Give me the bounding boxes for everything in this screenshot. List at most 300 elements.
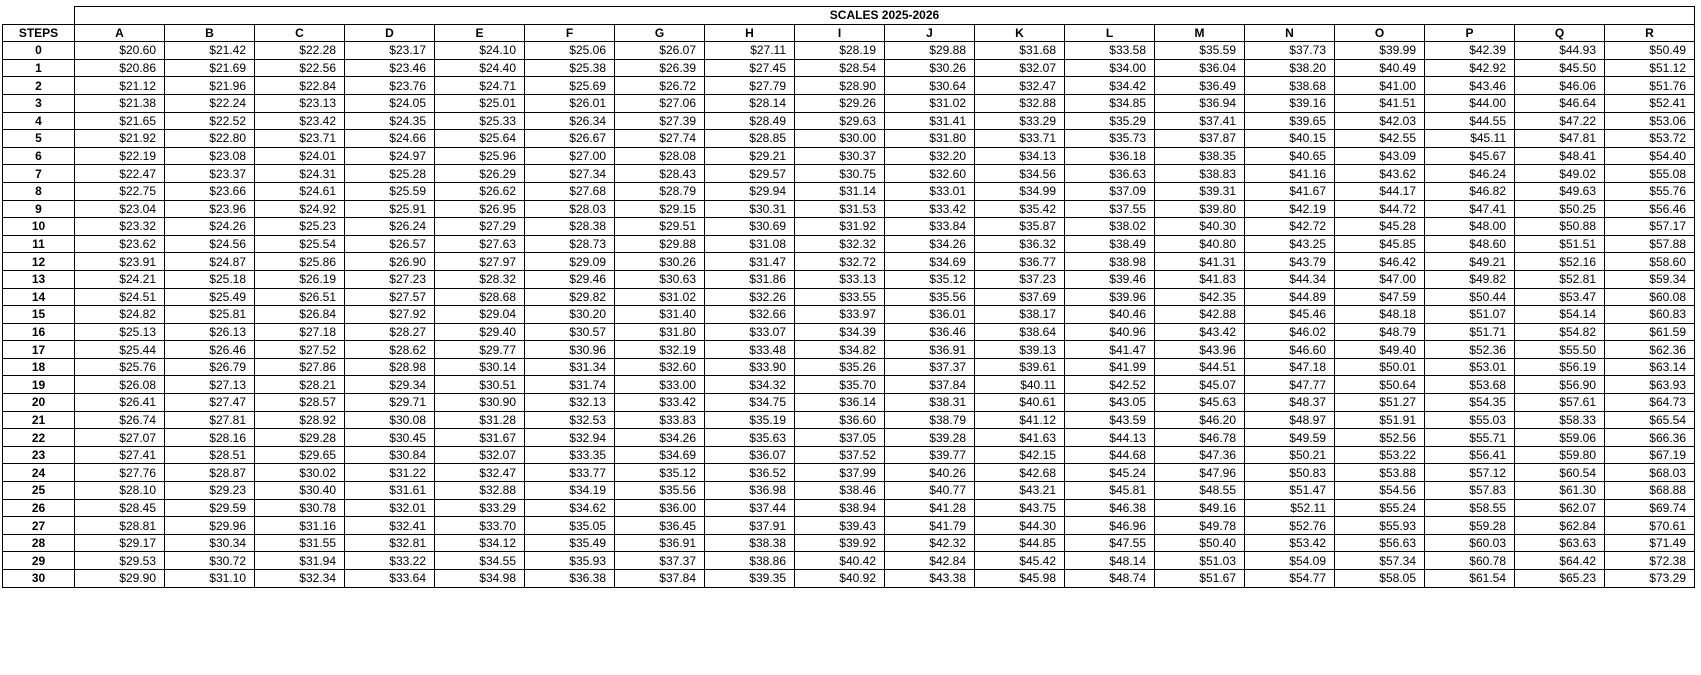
rate-cell[interactable]: $28.68 (435, 288, 525, 306)
rate-cell[interactable]: $41.16 (1245, 165, 1335, 183)
rate-cell[interactable]: $26.74 (75, 411, 165, 429)
rate-cell[interactable]: $24.71 (435, 77, 525, 95)
step-cell[interactable]: 29 (3, 552, 75, 570)
rate-cell[interactable]: $65.23 (1515, 570, 1605, 588)
rate-cell[interactable]: $32.13 (525, 394, 615, 412)
rate-cell[interactable]: $29.71 (345, 394, 435, 412)
rate-cell[interactable]: $32.47 (435, 464, 525, 482)
rate-cell[interactable]: $34.69 (615, 446, 705, 464)
rate-cell[interactable]: $23.37 (165, 165, 255, 183)
rate-cell[interactable]: $33.13 (795, 270, 885, 288)
rate-cell[interactable]: $28.87 (165, 464, 255, 482)
rate-cell[interactable]: $52.16 (1515, 253, 1605, 271)
rate-cell[interactable]: $31.28 (435, 411, 525, 429)
rate-cell[interactable]: $30.64 (885, 77, 975, 95)
rate-cell[interactable]: $42.03 (1335, 112, 1425, 130)
rate-cell[interactable]: $28.81 (75, 517, 165, 535)
rate-cell[interactable]: $29.65 (255, 446, 345, 464)
rate-cell[interactable]: $30.72 (165, 552, 255, 570)
step-cell[interactable]: 6 (3, 147, 75, 165)
rate-cell[interactable]: $43.38 (885, 570, 975, 588)
rate-cell[interactable]: $39.99 (1335, 42, 1425, 60)
rate-cell[interactable]: $62.36 (1605, 341, 1695, 359)
rate-cell[interactable]: $27.06 (615, 94, 705, 112)
rate-cell[interactable]: $44.93 (1515, 42, 1605, 60)
rate-cell[interactable]: $27.13 (165, 376, 255, 394)
rate-cell[interactable]: $56.41 (1425, 446, 1515, 464)
rate-cell[interactable]: $48.00 (1425, 218, 1515, 236)
rate-cell[interactable]: $36.98 (705, 482, 795, 500)
rate-cell[interactable]: $28.73 (525, 235, 615, 253)
rate-cell[interactable]: $36.49 (1155, 77, 1245, 95)
rate-cell[interactable]: $39.61 (975, 358, 1065, 376)
rate-cell[interactable]: $38.35 (1155, 147, 1245, 165)
rate-cell[interactable]: $26.72 (615, 77, 705, 95)
rate-cell[interactable]: $35.87 (975, 218, 1065, 236)
rate-cell[interactable]: $32.07 (975, 59, 1065, 77)
rate-cell[interactable]: $46.38 (1065, 499, 1155, 517)
rate-cell[interactable]: $38.83 (1155, 165, 1245, 183)
rate-cell[interactable]: $30.14 (435, 358, 525, 376)
column-header-g[interactable]: G (615, 24, 705, 42)
step-cell[interactable]: 9 (3, 200, 75, 218)
rate-cell[interactable]: $26.84 (255, 306, 345, 324)
rate-cell[interactable]: $34.39 (795, 323, 885, 341)
rate-cell[interactable]: $32.20 (885, 147, 975, 165)
rate-cell[interactable]: $29.17 (75, 534, 165, 552)
rate-cell[interactable]: $34.00 (1065, 59, 1155, 77)
rate-cell[interactable]: $38.49 (1065, 235, 1155, 253)
rate-cell[interactable]: $43.79 (1245, 253, 1335, 271)
rate-cell[interactable]: $26.46 (165, 341, 255, 359)
rate-cell[interactable]: $28.98 (345, 358, 435, 376)
rate-cell[interactable]: $45.85 (1335, 235, 1425, 253)
rate-cell[interactable]: $30.40 (255, 482, 345, 500)
column-header-f[interactable]: F (525, 24, 615, 42)
rate-cell[interactable]: $29.28 (255, 429, 345, 447)
rate-cell[interactable]: $36.07 (705, 446, 795, 464)
rate-cell[interactable]: $31.22 (345, 464, 435, 482)
rate-cell[interactable]: $29.88 (885, 42, 975, 60)
rate-cell[interactable]: $68.03 (1605, 464, 1695, 482)
rate-cell[interactable]: $51.76 (1605, 77, 1695, 95)
rate-cell[interactable]: $37.55 (1065, 200, 1155, 218)
rate-cell[interactable]: $24.21 (75, 270, 165, 288)
rate-cell[interactable]: $47.41 (1425, 200, 1515, 218)
rate-cell[interactable]: $49.16 (1155, 499, 1245, 517)
table-title[interactable]: SCALES 2025-2026 (75, 7, 1695, 25)
step-cell[interactable]: 30 (3, 570, 75, 588)
rate-cell[interactable]: $36.04 (1155, 59, 1245, 77)
rate-cell[interactable]: $23.76 (345, 77, 435, 95)
rate-cell[interactable]: $42.52 (1065, 376, 1155, 394)
rate-cell[interactable]: $26.08 (75, 376, 165, 394)
rate-cell[interactable]: $34.82 (795, 341, 885, 359)
rate-cell[interactable]: $33.70 (435, 517, 525, 535)
rate-cell[interactable]: $48.37 (1245, 394, 1335, 412)
rate-cell[interactable]: $25.49 (165, 288, 255, 306)
rate-cell[interactable]: $26.51 (255, 288, 345, 306)
rate-cell[interactable]: $51.67 (1155, 570, 1245, 588)
rate-cell[interactable]: $41.31 (1155, 253, 1245, 271)
rate-cell[interactable]: $28.16 (165, 429, 255, 447)
rate-cell[interactable]: $37.73 (1245, 42, 1335, 60)
rate-cell[interactable]: $34.55 (435, 552, 525, 570)
rate-cell[interactable]: $25.76 (75, 358, 165, 376)
rate-cell[interactable]: $30.26 (885, 59, 975, 77)
rate-cell[interactable]: $44.17 (1335, 182, 1425, 200)
rate-cell[interactable]: $47.00 (1335, 270, 1425, 288)
rate-cell[interactable]: $53.72 (1605, 130, 1695, 148)
rate-cell[interactable]: $47.59 (1335, 288, 1425, 306)
rate-cell[interactable]: $40.49 (1335, 59, 1425, 77)
rate-cell[interactable]: $24.66 (345, 130, 435, 148)
rate-cell[interactable]: $22.75 (75, 182, 165, 200)
rate-cell[interactable]: $31.10 (165, 570, 255, 588)
rate-cell[interactable]: $52.76 (1245, 517, 1335, 535)
rate-cell[interactable]: $31.92 (795, 218, 885, 236)
rate-cell[interactable]: $67.19 (1605, 446, 1695, 464)
rate-cell[interactable]: $21.42 (165, 42, 255, 60)
rate-cell[interactable]: $25.96 (435, 147, 525, 165)
rate-cell[interactable]: $22.19 (75, 147, 165, 165)
rate-cell[interactable]: $27.79 (705, 77, 795, 95)
rate-cell[interactable]: $53.88 (1335, 464, 1425, 482)
rate-cell[interactable]: $37.84 (615, 570, 705, 588)
rate-cell[interactable]: $34.75 (705, 394, 795, 412)
rate-cell[interactable]: $38.38 (705, 534, 795, 552)
rate-cell[interactable]: $22.80 (165, 130, 255, 148)
rate-cell[interactable]: $31.40 (615, 306, 705, 324)
rate-cell[interactable]: $24.51 (75, 288, 165, 306)
rate-cell[interactable]: $50.64 (1335, 376, 1425, 394)
rate-cell[interactable]: $29.15 (615, 200, 705, 218)
step-cell[interactable]: 15 (3, 306, 75, 324)
rate-cell[interactable]: $35.12 (615, 464, 705, 482)
rate-cell[interactable]: $55.76 (1605, 182, 1695, 200)
rate-cell[interactable]: $25.69 (525, 77, 615, 95)
rate-cell[interactable]: $30.51 (435, 376, 525, 394)
rate-cell[interactable]: $44.55 (1425, 112, 1515, 130)
rate-cell[interactable]: $31.47 (705, 253, 795, 271)
rate-cell[interactable]: $45.42 (975, 552, 1065, 570)
rate-cell[interactable]: $21.12 (75, 77, 165, 95)
rate-cell[interactable]: $42.35 (1155, 288, 1245, 306)
step-cell[interactable]: 8 (3, 182, 75, 200)
step-cell[interactable]: 27 (3, 517, 75, 535)
rate-cell[interactable]: $40.30 (1155, 218, 1245, 236)
rate-cell[interactable]: $41.63 (975, 429, 1065, 447)
rate-cell[interactable]: $36.94 (1155, 94, 1245, 112)
rate-cell[interactable]: $27.81 (165, 411, 255, 429)
rate-cell[interactable]: $28.21 (255, 376, 345, 394)
rate-cell[interactable]: $36.60 (795, 411, 885, 429)
rate-cell[interactable]: $32.66 (705, 306, 795, 324)
column-header-o[interactable]: O (1335, 24, 1425, 42)
step-cell[interactable]: 16 (3, 323, 75, 341)
rate-cell[interactable]: $32.72 (795, 253, 885, 271)
rate-cell[interactable]: $33.77 (525, 464, 615, 482)
rate-cell[interactable]: $38.46 (795, 482, 885, 500)
column-header-h[interactable]: H (705, 24, 795, 42)
column-header-d[interactable]: D (345, 24, 435, 42)
rate-cell[interactable]: $53.06 (1605, 112, 1695, 130)
rate-cell[interactable]: $57.61 (1515, 394, 1605, 412)
rate-cell[interactable]: $41.51 (1335, 94, 1425, 112)
rate-cell[interactable]: $36.91 (615, 534, 705, 552)
rate-cell[interactable]: $68.88 (1605, 482, 1695, 500)
rate-cell[interactable]: $51.71 (1425, 323, 1515, 341)
rate-cell[interactable]: $36.14 (795, 394, 885, 412)
rate-cell[interactable]: $28.10 (75, 482, 165, 500)
rate-cell[interactable]: $24.40 (435, 59, 525, 77)
rate-cell[interactable]: $37.52 (795, 446, 885, 464)
rate-cell[interactable]: $50.21 (1245, 446, 1335, 464)
rate-cell[interactable]: $22.28 (255, 42, 345, 60)
column-header-j[interactable]: J (885, 24, 975, 42)
rate-cell[interactable]: $32.41 (345, 517, 435, 535)
step-cell[interactable]: 2 (3, 77, 75, 95)
rate-cell[interactable]: $29.77 (435, 341, 525, 359)
rate-cell[interactable]: $34.13 (975, 147, 1065, 165)
rate-cell[interactable]: $24.92 (255, 200, 345, 218)
rate-cell[interactable]: $26.24 (345, 218, 435, 236)
rate-cell[interactable]: $31.41 (885, 112, 975, 130)
rate-cell[interactable]: $58.60 (1605, 253, 1695, 271)
step-cell[interactable]: 28 (3, 534, 75, 552)
rate-cell[interactable]: $33.58 (1065, 42, 1155, 60)
rate-cell[interactable]: $28.79 (615, 182, 705, 200)
rate-cell[interactable]: $72.38 (1605, 552, 1695, 570)
rate-cell[interactable]: $33.84 (885, 218, 975, 236)
rate-cell[interactable]: $53.68 (1425, 376, 1515, 394)
rate-cell[interactable]: $40.15 (1245, 130, 1335, 148)
rate-cell[interactable]: $26.67 (525, 130, 615, 148)
rate-cell[interactable]: $30.20 (525, 306, 615, 324)
rate-cell[interactable]: $29.51 (615, 218, 705, 236)
rate-cell[interactable]: $35.73 (1065, 130, 1155, 148)
rate-cell[interactable]: $34.26 (885, 235, 975, 253)
rate-cell[interactable]: $34.62 (525, 499, 615, 517)
rate-cell[interactable]: $32.60 (885, 165, 975, 183)
rate-cell[interactable]: $38.64 (975, 323, 1065, 341)
rate-cell[interactable]: $26.57 (345, 235, 435, 253)
step-cell[interactable]: 4 (3, 112, 75, 130)
rate-cell[interactable]: $57.88 (1605, 235, 1695, 253)
rate-cell[interactable]: $32.81 (345, 534, 435, 552)
rate-cell[interactable]: $36.63 (1065, 165, 1155, 183)
rate-cell[interactable]: $38.20 (1245, 59, 1335, 77)
rate-cell[interactable]: $33.71 (975, 130, 1065, 148)
rate-cell[interactable]: $27.76 (75, 464, 165, 482)
rate-cell[interactable]: $23.32 (75, 218, 165, 236)
rate-cell[interactable]: $23.08 (165, 147, 255, 165)
column-header-b[interactable]: B (165, 24, 255, 42)
rate-cell[interactable]: $69.74 (1605, 499, 1695, 517)
rate-cell[interactable]: $47.77 (1245, 376, 1335, 394)
rate-cell[interactable]: $55.71 (1425, 429, 1515, 447)
rate-cell[interactable]: $40.80 (1155, 235, 1245, 253)
step-cell[interactable]: 26 (3, 499, 75, 517)
rate-cell[interactable]: $28.38 (525, 218, 615, 236)
rate-cell[interactable]: $26.29 (435, 165, 525, 183)
rate-cell[interactable]: $50.44 (1425, 288, 1515, 306)
rate-cell[interactable]: $23.17 (345, 42, 435, 60)
rate-cell[interactable]: $54.40 (1605, 147, 1695, 165)
rate-cell[interactable]: $31.94 (255, 552, 345, 570)
rate-cell[interactable]: $43.75 (975, 499, 1065, 517)
rate-cell[interactable]: $31.80 (885, 130, 975, 148)
rate-cell[interactable]: $33.35 (525, 446, 615, 464)
rate-cell[interactable]: $28.08 (615, 147, 705, 165)
rate-cell[interactable]: $26.62 (435, 182, 525, 200)
rate-cell[interactable]: $34.56 (975, 165, 1065, 183)
rate-cell[interactable]: $38.98 (1065, 253, 1155, 271)
rate-cell[interactable]: $48.41 (1515, 147, 1605, 165)
rate-cell[interactable]: $54.82 (1515, 323, 1605, 341)
rate-cell[interactable]: $24.26 (165, 218, 255, 236)
rate-cell[interactable]: $31.02 (885, 94, 975, 112)
rate-cell[interactable]: $29.63 (795, 112, 885, 130)
rate-cell[interactable]: $36.18 (1065, 147, 1155, 165)
rate-cell[interactable]: $42.72 (1245, 218, 1335, 236)
rate-cell[interactable]: $33.64 (345, 570, 435, 588)
rate-cell[interactable]: $35.56 (885, 288, 975, 306)
rate-cell[interactable]: $25.38 (525, 59, 615, 77)
rate-cell[interactable]: $25.23 (255, 218, 345, 236)
rate-cell[interactable]: $45.46 (1245, 306, 1335, 324)
rate-cell[interactable]: $57.17 (1605, 218, 1695, 236)
rate-cell[interactable]: $28.51 (165, 446, 255, 464)
rate-cell[interactable]: $44.51 (1155, 358, 1245, 376)
rate-cell[interactable]: $34.69 (885, 253, 975, 271)
rate-cell[interactable]: $30.78 (255, 499, 345, 517)
rate-cell[interactable]: $27.23 (345, 270, 435, 288)
rate-cell[interactable]: $32.88 (435, 482, 525, 500)
rate-cell[interactable]: $66.36 (1605, 429, 1695, 447)
rate-cell[interactable]: $34.98 (435, 570, 525, 588)
rate-cell[interactable]: $41.12 (975, 411, 1065, 429)
column-header-l[interactable]: L (1065, 24, 1155, 42)
rate-cell[interactable]: $32.26 (705, 288, 795, 306)
rate-cell[interactable]: $44.89 (1245, 288, 1335, 306)
rate-cell[interactable]: $46.02 (1245, 323, 1335, 341)
rate-cell[interactable]: $28.85 (705, 130, 795, 148)
rate-cell[interactable]: $20.86 (75, 59, 165, 77)
steps-header[interactable]: STEPS (3, 24, 75, 42)
rate-cell[interactable]: $58.33 (1515, 411, 1605, 429)
rate-cell[interactable]: $28.14 (705, 94, 795, 112)
rate-cell[interactable]: $55.03 (1425, 411, 1515, 429)
rate-cell[interactable]: $57.34 (1335, 552, 1425, 570)
step-cell[interactable]: 23 (3, 446, 75, 464)
rate-cell[interactable]: $43.62 (1335, 165, 1425, 183)
rate-cell[interactable]: $47.22 (1515, 112, 1605, 130)
rate-cell[interactable]: $32.60 (615, 358, 705, 376)
rate-cell[interactable]: $51.07 (1425, 306, 1515, 324)
rate-cell[interactable]: $37.41 (1155, 112, 1245, 130)
rate-cell[interactable]: $40.46 (1065, 306, 1155, 324)
rate-cell[interactable]: $33.42 (885, 200, 975, 218)
rate-cell[interactable]: $48.60 (1425, 235, 1515, 253)
rate-cell[interactable]: $43.09 (1335, 147, 1425, 165)
rate-cell[interactable]: $31.53 (795, 200, 885, 218)
rate-cell[interactable]: $25.06 (525, 42, 615, 60)
rate-cell[interactable]: $24.10 (435, 42, 525, 60)
rate-cell[interactable]: $42.32 (885, 534, 975, 552)
rate-cell[interactable]: $23.66 (165, 182, 255, 200)
rate-cell[interactable]: $27.97 (435, 253, 525, 271)
rate-cell[interactable]: $35.49 (525, 534, 615, 552)
rate-cell[interactable]: $60.83 (1605, 306, 1695, 324)
rate-cell[interactable]: $45.81 (1065, 482, 1155, 500)
rate-cell[interactable]: $42.92 (1425, 59, 1515, 77)
step-cell[interactable]: 14 (3, 288, 75, 306)
rate-cell[interactable]: $50.83 (1245, 464, 1335, 482)
rate-cell[interactable]: $28.45 (75, 499, 165, 517)
rate-cell[interactable]: $37.84 (885, 376, 975, 394)
column-header-k[interactable]: K (975, 24, 1065, 42)
rate-cell[interactable]: $43.21 (975, 482, 1065, 500)
rate-cell[interactable]: $37.69 (975, 288, 1065, 306)
rate-cell[interactable]: $51.12 (1605, 59, 1695, 77)
rate-cell[interactable]: $29.90 (75, 570, 165, 588)
rate-cell[interactable]: $30.45 (345, 429, 435, 447)
rate-cell[interactable]: $40.11 (975, 376, 1065, 394)
column-header-c[interactable]: C (255, 24, 345, 42)
rate-cell[interactable]: $26.79 (165, 358, 255, 376)
rate-cell[interactable]: $41.79 (885, 517, 975, 535)
rate-cell[interactable]: $25.91 (345, 200, 435, 218)
rate-cell[interactable]: $29.26 (795, 94, 885, 112)
rate-cell[interactable]: $25.59 (345, 182, 435, 200)
rate-cell[interactable]: $31.55 (255, 534, 345, 552)
rate-cell[interactable]: $64.73 (1605, 394, 1695, 412)
rate-cell[interactable]: $26.13 (165, 323, 255, 341)
rate-cell[interactable]: $25.28 (345, 165, 435, 183)
rate-cell[interactable]: $37.44 (705, 499, 795, 517)
rate-cell[interactable]: $23.13 (255, 94, 345, 112)
rate-cell[interactable]: $41.47 (1065, 341, 1155, 359)
rate-cell[interactable]: $27.34 (525, 165, 615, 183)
rate-cell[interactable]: $55.93 (1335, 517, 1425, 535)
rate-cell[interactable]: $34.42 (1065, 77, 1155, 95)
rate-cell[interactable]: $39.31 (1155, 182, 1245, 200)
rate-cell[interactable]: $57.12 (1425, 464, 1515, 482)
rate-cell[interactable]: $47.36 (1155, 446, 1245, 464)
rate-cell[interactable]: $44.30 (975, 517, 1065, 535)
rate-cell[interactable]: $60.03 (1425, 534, 1515, 552)
rate-cell[interactable]: $21.65 (75, 112, 165, 130)
rate-cell[interactable]: $38.94 (795, 499, 885, 517)
rate-cell[interactable]: $24.35 (345, 112, 435, 130)
rate-cell[interactable]: $57.83 (1425, 482, 1515, 500)
rate-cell[interactable]: $38.02 (1065, 218, 1155, 236)
rate-cell[interactable]: $44.72 (1335, 200, 1425, 218)
rate-cell[interactable]: $58.05 (1335, 570, 1425, 588)
rate-cell[interactable]: $71.49 (1605, 534, 1695, 552)
rate-cell[interactable]: $46.96 (1065, 517, 1155, 535)
rate-cell[interactable]: $36.91 (885, 341, 975, 359)
step-cell[interactable]: 19 (3, 376, 75, 394)
rate-cell[interactable]: $29.46 (525, 270, 615, 288)
rate-cell[interactable]: $36.38 (525, 570, 615, 588)
step-cell[interactable]: 10 (3, 218, 75, 236)
rate-cell[interactable]: $54.14 (1515, 306, 1605, 324)
rate-cell[interactable]: $39.16 (1245, 94, 1335, 112)
rate-cell[interactable]: $33.90 (705, 358, 795, 376)
rate-cell[interactable]: $59.34 (1605, 270, 1695, 288)
